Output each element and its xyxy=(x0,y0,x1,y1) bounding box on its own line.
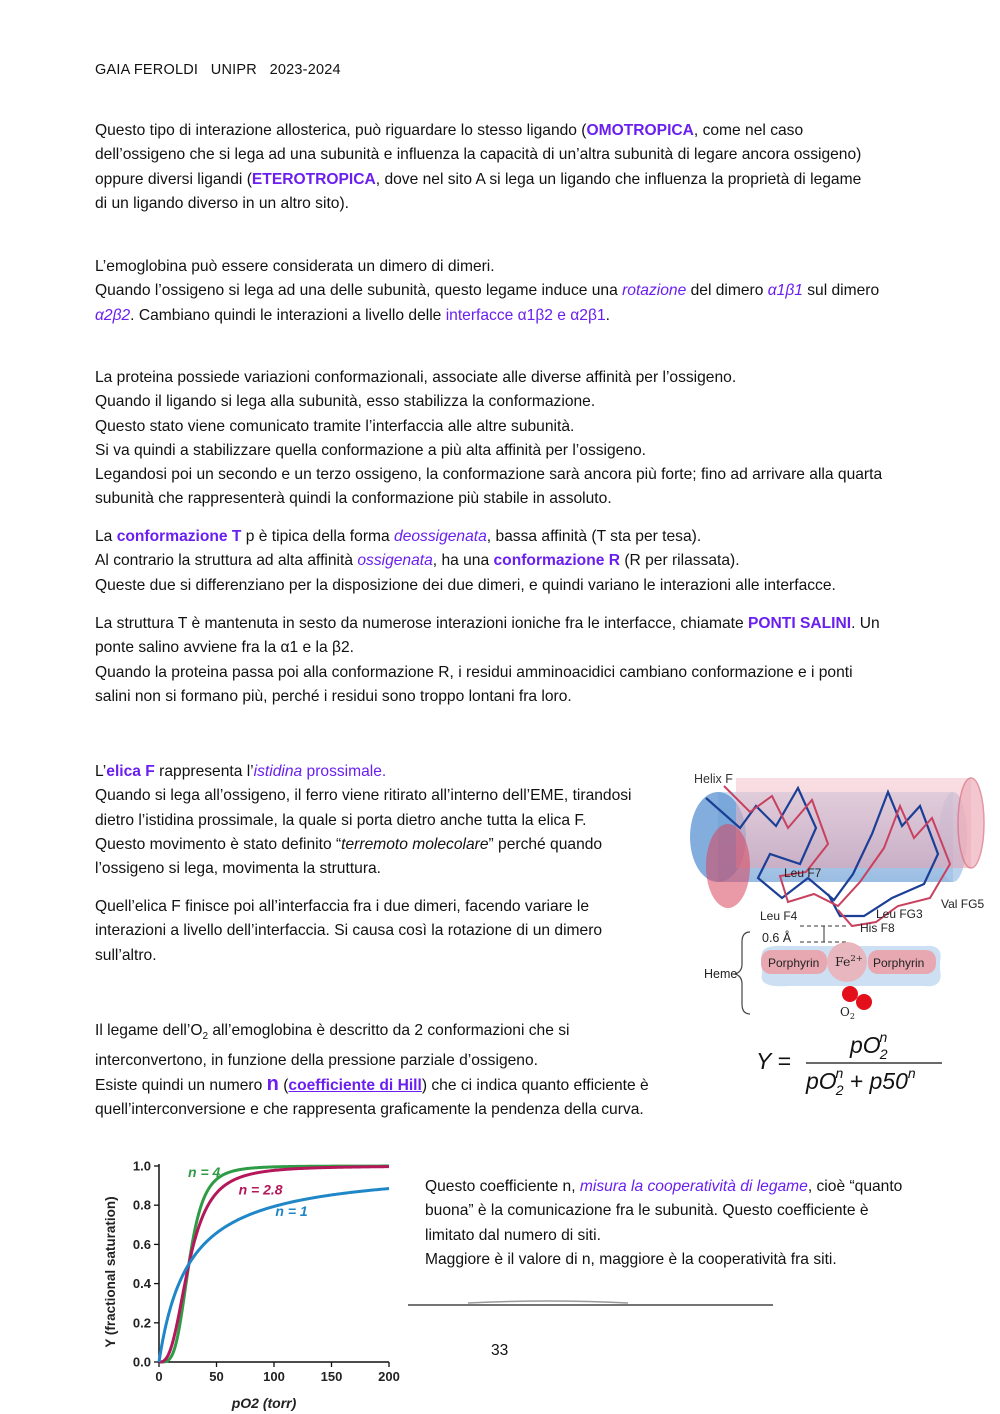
divider-line xyxy=(408,1296,778,1310)
term-dimer-2: α2β2 xyxy=(95,306,131,324)
y-tick-label: 0.2 xyxy=(132,1315,151,1331)
series-label: n = 2.8 xyxy=(238,1181,283,1198)
paragraph-ponti-salini: La struttura T è mantenuta in sesto da numerose interazioni ioniche fra le interfacce, chiamate PONTI SALINI. Un ponte salino avviene fra la α1 e la β2. Quando la proteina passa poi alla conformazione R, i residui amminoacidici cambiano conformazione e i ponti salini non si formano più, perché i residui sono troppo lontani fra loro. xyxy=(95,615,880,705)
label-o2: $O_2$ xyxy=(840,1005,855,1021)
text-line: Legandosi poi un secondo e un terzo ossigeno, la conformazione sarà ancora più forte; fino ad arrivare alla quarta subunità che rappresenterà quindi la conformazione più stabile in assoluto. xyxy=(95,466,883,508)
label-leu-f4: Leu F4 xyxy=(760,909,798,923)
link-coefficiente-hill[interactable]: coefficiente di Hill xyxy=(288,1077,422,1094)
equation-denominator: $pO2n + p50^n$ xyxy=(806,1065,916,1098)
term-rotazione: rotazione xyxy=(622,282,687,300)
label-helix-f: Helix F xyxy=(694,772,733,786)
page-number: 33 xyxy=(491,1342,509,1359)
series-curve xyxy=(159,1189,389,1362)
paragraph-interfaccia: Quell’elica F finisce poi all’interfaccia fra i due dimeri, facendo variare le interazioni a livello dell’interfaccia. Si causa così la rotazione di un dimero sull’altro. xyxy=(95,898,603,964)
label-porphyrin-left: Porphyrin xyxy=(768,956,820,970)
text-line: Quando il ligando si lega alla subunità, esso stabilizza la conformazione. xyxy=(95,393,596,411)
x-tick-label: 200 xyxy=(378,1369,400,1384)
label-his-f8: His F8 xyxy=(860,921,895,935)
text-line: Questo stato viene comunicato tramite l’interfaccia alle altre subunità. xyxy=(95,417,575,435)
equation-lhs: Y = xyxy=(756,1048,791,1074)
term-ossigenata: ossigenata xyxy=(357,552,433,570)
series-label: n = 1 xyxy=(275,1202,308,1219)
x-axis-label: pO2 (torr) xyxy=(231,1395,297,1411)
term-interfacce: interfacce α1β2 e α2β1 xyxy=(445,306,606,324)
y-tick-label: 1.0 xyxy=(132,1158,151,1174)
paragraph-hill: Esiste quindi un numero n (coefficiente di Hill) che ci indica quanto efficiente è quell’interconversione e che rappresenta graficamente la pendenza della curva. xyxy=(95,1073,649,1119)
label-porphyrin-right: Porphyrin xyxy=(873,956,925,970)
y-tick-label: 0.4 xyxy=(132,1276,151,1292)
term-ponti-salini: PONTI SALINI xyxy=(748,615,852,632)
label-leu-f7: Leu F7 xyxy=(784,866,822,880)
y-axis-label: Y (fractional saturation) xyxy=(103,1196,118,1348)
term-terremoto: terremoto molecolare xyxy=(341,835,489,853)
symbol-n: n xyxy=(266,1073,279,1095)
x-tick-label: 150 xyxy=(320,1369,343,1384)
oxygen-atom-2 xyxy=(856,994,872,1010)
term-eterotropica: ETEROTROPICA xyxy=(251,170,376,188)
label-leu-fg3: Leu FG3 xyxy=(876,907,923,921)
term-deossigenata: deossigenata xyxy=(394,528,487,545)
term-istidina: istidina xyxy=(253,763,303,780)
heme-helix-figure xyxy=(688,766,993,1021)
term-dimer-1: α1β1 xyxy=(767,282,803,300)
text-line: Si va quindi a stabilizzare quella conformazione a più alta affinità per l’ossigeno. xyxy=(95,441,647,459)
label-heme: Heme xyxy=(704,967,738,981)
paragraph-allosteric: Questo tipo di interazione allosterica, può riguardare lo stesso ligando (OMOTROPICA, come nel caso dell’ossigeno che si lega ad una subunità e influenza la capacità di un’altra subunità di legare ancora ossigeno) oppure diversi ligandi (ETEROTROPICA, dove nel sito A si lega un ligando che influenza la proprietà di legame di un ligando diverso in un altro sito). xyxy=(95,122,862,212)
page-header: GAIA FEROLDI UNIPR 2023-2024 xyxy=(95,62,341,78)
text-line: La proteina possiede variazioni conformazionali, associate alle diverse affinità per l’ossigeno. xyxy=(95,369,737,386)
term-conformazione-t: conformazione T xyxy=(116,528,242,545)
distance-marker xyxy=(800,926,848,942)
series-label: n = 4 xyxy=(188,1163,221,1180)
paragraph-dimer: L’emoglobina può essere considerata un dimero di dimeri. Quando l’ossigeno si lega ad una delle subunità, questo legame induce una rotazione del dimero α1β1 sul dimero α2β2. Cambiano quindi le interazioni a livello delle interfacce α1β2 e α2β1. xyxy=(95,258,880,324)
paragraph-legame-o2: Il legame $dell’O_2$ all’emoglobina è descritto da 2 conformazioni che si interconvertono, in funzione della pressione parziale d’ossigeno. xyxy=(95,1022,570,1070)
paragraph-elica-f: L’elica F rappresenta l’istidina prossimale. Quando si lega all’ossigeno, il ferro viene ritirato all’interno dell’EME, tirandosi dietro l’istidina prossimale, la quale si porta dietro anche tutta la elica F. Questo movimento è stato definito “terremoto molecolare” perché quando l’ossigeno si lega, movimenta la struttura. xyxy=(95,763,632,878)
oxygen-atom-1 xyxy=(842,986,858,1002)
x-tick-label: 50 xyxy=(209,1369,224,1384)
x-tick-label: 0 xyxy=(155,1369,163,1384)
label-fe: $Fe^{2+}$ xyxy=(835,954,863,969)
label-distance: 0.6 Å xyxy=(762,931,792,945)
term-misura-cooperativita: misura la cooperatività di legame xyxy=(579,1178,808,1195)
oxygen-binding-chart xyxy=(95,1150,415,1412)
term-elica-f: elica F xyxy=(106,763,155,780)
paragraph-cooperativita: Questo coefficiente n, misura la cooperatività di legame, cioè “quanto buona” è la comunicazione fra le subunità. Questo coefficiente è limitato dal numero di siti. Maggiore è il valore di n, maggiore è la cooperatività fra siti. xyxy=(425,1178,903,1268)
y-tick-label: 0.0 xyxy=(132,1354,151,1370)
paragraph-t-r-states: La conformazione T p è tipica della forma deossigenata, bassa affinità (T sta per tesa). Al contrario la struttura ad alta affinità ossigenata, ha una conformazione R (R per rilassata). Queste due si differenziano per la disposizione dei due dimeri, e quindi variano le interazioni alle interfacce. xyxy=(95,528,836,594)
term-omotropica: OMOTROPICA xyxy=(586,122,694,139)
equation-numerator: pO2n xyxy=(850,1029,888,1062)
y-tick-label: 0.6 xyxy=(132,1236,151,1252)
term-conformazione-r: conformazione R xyxy=(493,552,620,570)
paragraph-conformational xyxy=(95,366,895,512)
label-val-fg5: Val FG5 xyxy=(941,897,985,911)
y-tick-label: 0.8 xyxy=(132,1197,151,1213)
x-tick-label: 100 xyxy=(263,1369,285,1384)
hill-equation xyxy=(750,1027,950,1102)
